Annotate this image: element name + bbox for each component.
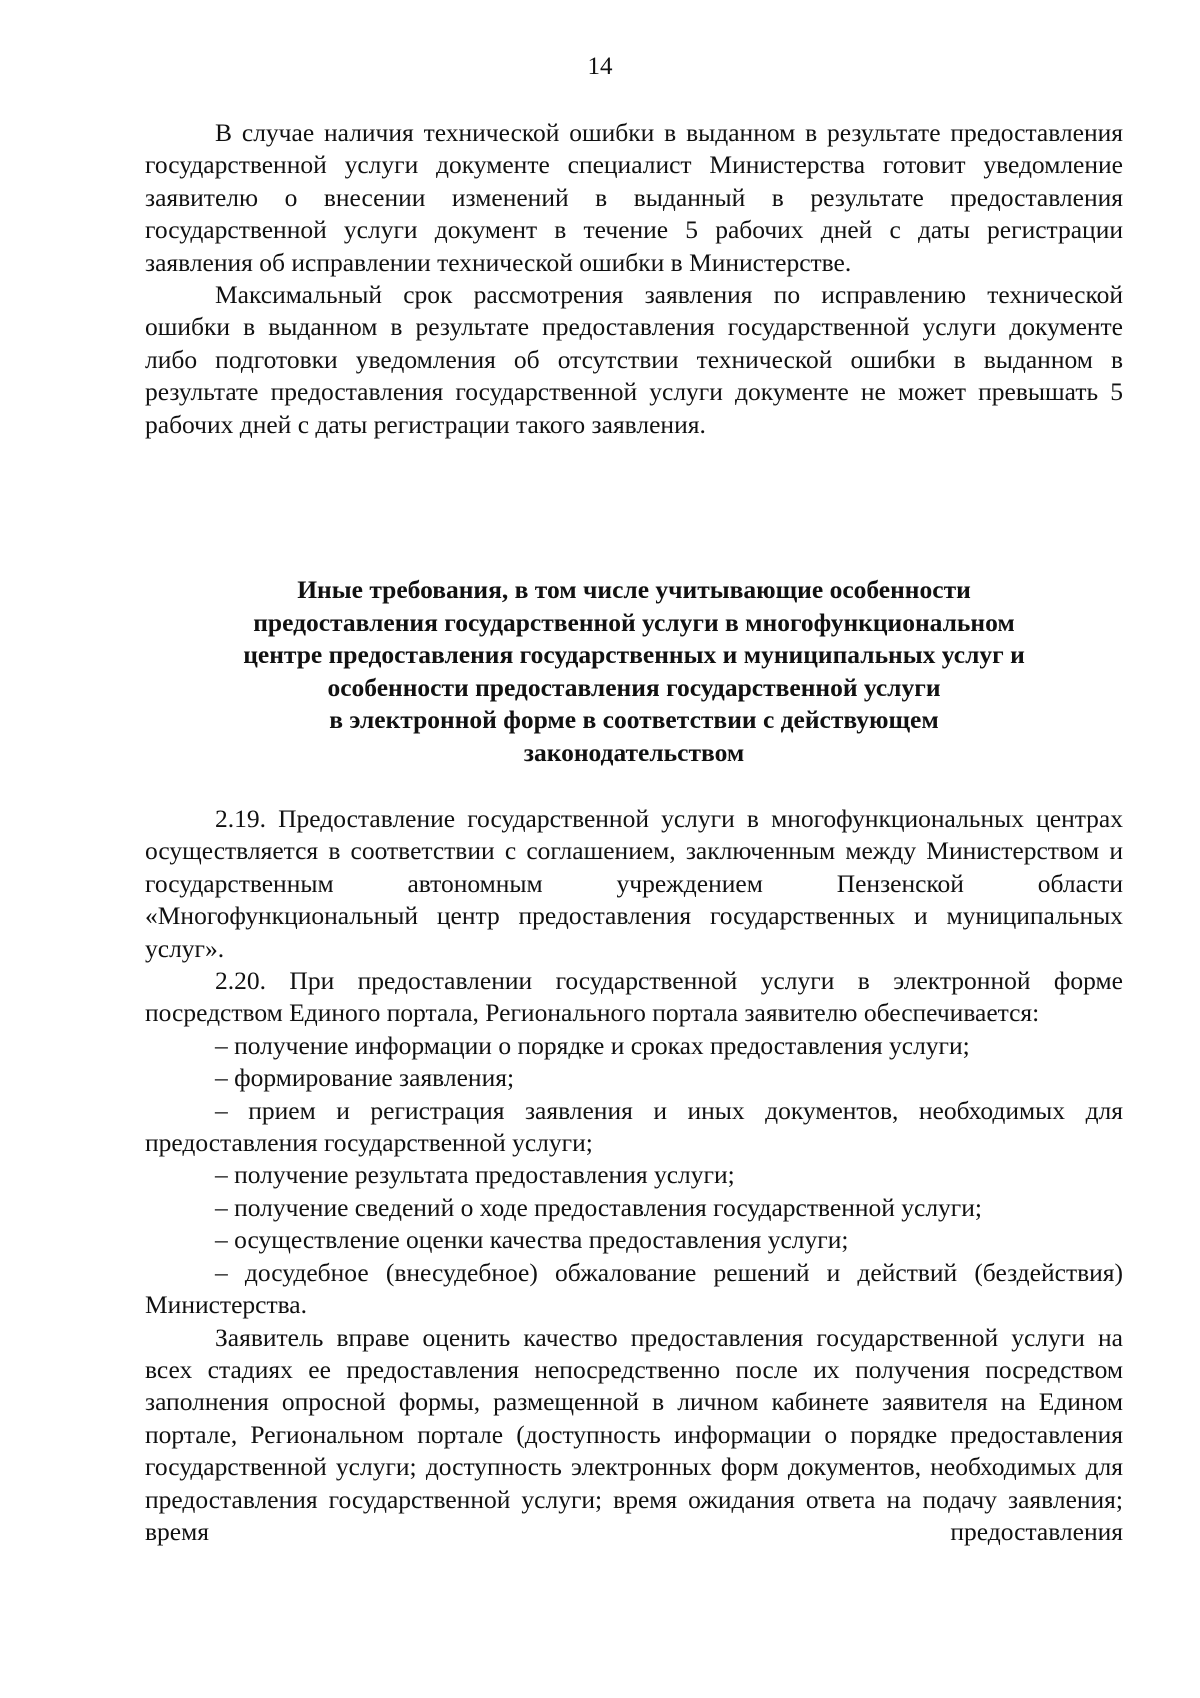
paragraph-2-20: 2.20. При предоставлении государственной услуги в электронной форме посредством Единого портала, Регионального портала заявителю обеспечивается: <box>145 966 1123 1028</box>
paragraph-max-review-period: Максимальный срок рассмотрения заявления по исправлению технической ошибки в выданном в результате предоставления государственной услуги документе либо подготовки уведомления об отсутствии технической ошибки в выданном в результате предоставления государственной услуги документе не может превышать 5 рабочих дней с даты регистрации такого заявления. <box>145 280 1123 439</box>
list-item: – осуществление оценки качества предоставления услуги; <box>215 1225 849 1255</box>
page-number: 14 <box>587 53 613 80</box>
heading-line: особенности предоставления государственной услуги <box>327 672 941 702</box>
list-item: – получение информации о порядке и сроках предоставления услуги; <box>215 1030 970 1060</box>
section-technical-error <box>145 117 1123 441</box>
paragraph-2-19: 2.19. Предоставление государственной услуги в многофункциональных центрах осуществляется в соответствии с соглашением, заключенным между Министерством и государственным автономным учреждением Пензенской области «Многофункциональный центр предоставления государственных и муниципальных услуг». <box>145 804 1123 963</box>
list-item: – прием и регистрация заявления и иных документов, необходимых для предоставления государственной услуги; <box>145 1095 1123 1158</box>
heading-line: в электронной форме в соответствии с действующем <box>329 705 939 734</box>
list-item: – получение сведений о ходе предоставления государственной услуги; <box>215 1192 982 1222</box>
heading-line: предоставления государственной услуги в многофункциональном <box>253 607 1015 637</box>
heading-line: Иные требования, в том числе учитывающие особенности <box>297 575 971 604</box>
heading-line: центре предоставления государственных и муниципальных услуг и <box>243 640 1025 669</box>
paragraph-applicant-rating: Заявитель вправе оценить качество предоставления государственной услуги на всех стадиях ее предоставления непосредственно после их получения посредством заполнения опросной формы, размещенной в личном кабинете заявителя на Едином портале, Региональном портале (доступность информации о порядке предоставления государственной услуги; доступность электронных форм документов, необходимых для предоставления государственной услуги; время ожидания ответа на подачу заявления; время предоставления <box>145 1322 1123 1546</box>
heading-line: законодательством <box>523 737 745 767</box>
list-item: – формирование заявления; <box>215 1063 515 1093</box>
list-item: – получение результата предоставления услуги; <box>215 1160 735 1190</box>
section-heading <box>145 574 1123 769</box>
section-other-requirements <box>145 803 1123 1548</box>
list-item: – досудебное (внесудебное) обжалование решений и действий (бездействия) Министерства. <box>145 1257 1123 1320</box>
paragraph-technical-error-notice: В случае наличия технической ошибки в выданном в результате предоставления государственной услуги документе специалист Министерства готовит уведомление заявителю о внесении изменений в выданный в результате предоставления государственной услуги документ в течение 5 рабочих дней с даты регистрации заявления об исправлении технической ошибки в Министерстве. <box>145 118 1123 277</box>
